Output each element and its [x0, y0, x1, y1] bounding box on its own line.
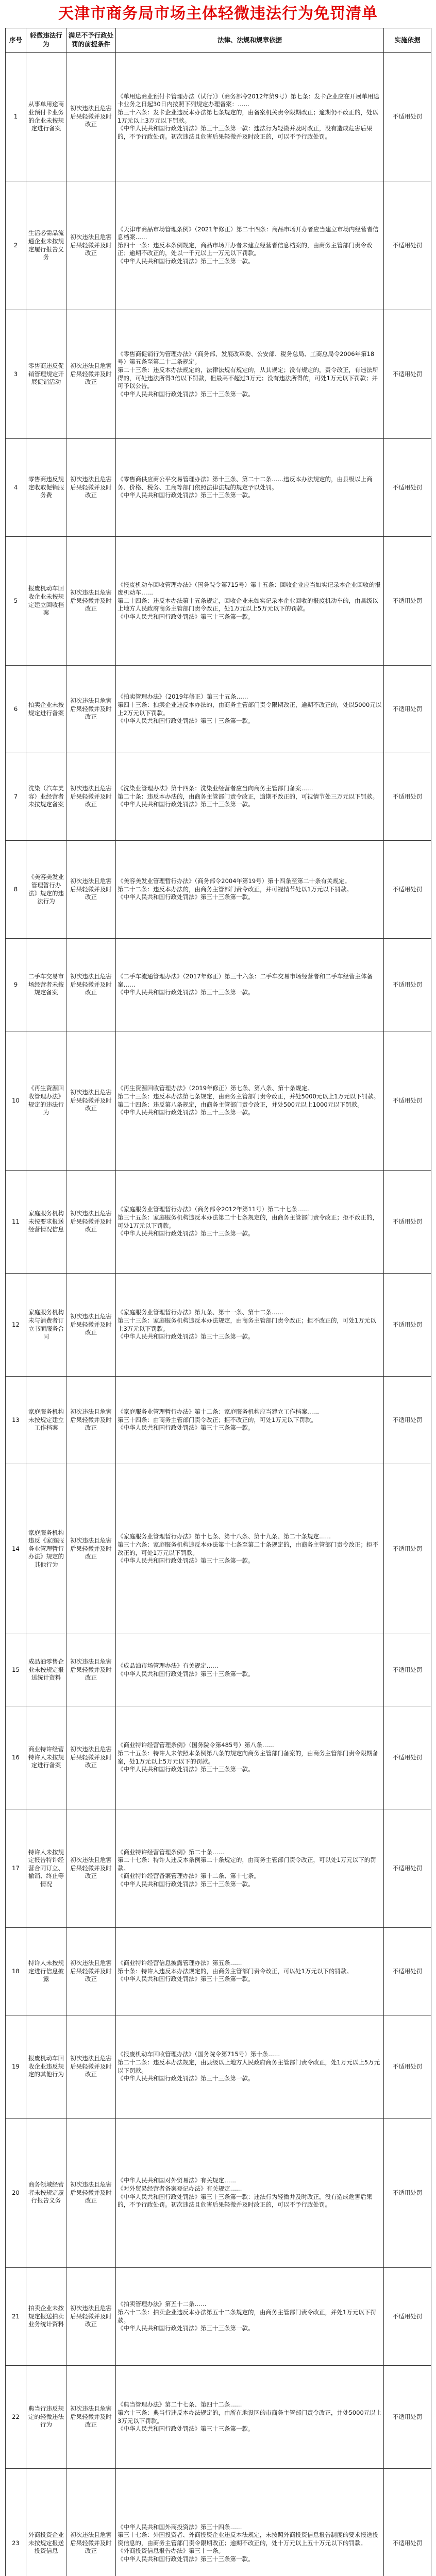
table-row — [6, 1377, 431, 1464]
row-implementation: 不适用处罚 — [384, 1809, 431, 1928]
row-violation: 生活必需品流通企业未按规定履行报告义务 — [26, 181, 66, 310]
table-row — [6, 310, 431, 439]
row-condition: 初次违法且危害后果轻微并及时改正 — [66, 1634, 116, 1706]
row-no: 19 — [6, 2015, 26, 2119]
row-legal-basis: 《成品油市场管理办法》有关规定…… 《中华人民共和国行政处罚法》第三十三条第一款。 — [116, 1634, 384, 1706]
row-implementation: 不适用处罚 — [384, 841, 431, 939]
row-no: 9 — [6, 939, 26, 1031]
table-row — [6, 181, 431, 310]
row-implementation: 不适用处罚 — [384, 1634, 431, 1706]
table-header-row — [6, 28, 431, 53]
header-no: 序号 — [6, 28, 26, 53]
table-row — [6, 1171, 431, 1274]
table-row — [6, 1634, 431, 1706]
row-violation: 家庭服务机构未按规定建立工作档案 — [26, 1377, 66, 1464]
row-legal-basis: 《美容美发业管理暂行办法》（商务部令2004年第19号）第十四条至第二十条有关规定。 第二十二条：违反本办法的，由商务主管部门责令改正，并可视情节处以1万元以下罚款。 《中华人民共和国行政处罚法》第三十三条第一款。 — [116, 841, 384, 939]
row-implementation: 不适用处罚 — [384, 666, 431, 753]
row-violation: 《美容美发业管理暂行办法》规定的违法行为 — [26, 841, 66, 939]
row-violation: 《再生资源回收管理办法》规定的违法行为 — [26, 1031, 66, 1171]
row-legal-basis: 《再生资源回收管理办法》（2019年修正）第七条、第八条、第十条规定。 第二十三条：违反本办法第七条规定，由商务主管部门责令改正，并处5000元以上1万元以下罚款。第二十四条：违反第八条规定，由商务主管部门责令改正，并处500元以上1000元以下罚款。 《中华人民共和国行政处罚法》第三十三条第一款。 — [116, 1031, 384, 1171]
row-condition: 初次违法且危害后果轻微并及时改正 — [66, 439, 116, 537]
penalty-exemption-table — [5, 28, 431, 2576]
row-implementation: 不适用处罚 — [384, 1464, 431, 1634]
table-row — [6, 2366, 431, 2469]
table-row — [6, 1464, 431, 1634]
row-implementation: 不适用处罚 — [384, 181, 431, 310]
row-no: 11 — [6, 1171, 26, 1274]
row-condition: 初次违法且危害后果轻微并及时改正 — [66, 2119, 116, 2268]
row-condition: 初次违法且危害后果轻微并及时改正 — [66, 537, 116, 666]
table-row — [6, 1809, 431, 1928]
row-implementation: 不适用处罚 — [384, 2119, 431, 2268]
row-condition: 初次违法且危害后果轻微并及时改正 — [66, 841, 116, 939]
row-condition: 初次违法且危害后果轻微并及时改正 — [66, 310, 116, 439]
header-cond: 满足不予行政处罚的前提条件 — [66, 28, 116, 53]
row-no: 7 — [6, 753, 26, 841]
row-violation: 零售商违反促销管理规定开展促销活动 — [26, 310, 66, 439]
row-implementation: 不适用处罚 — [384, 2015, 431, 2119]
row-legal-basis: 《商业特许经营管理条例》第二十条…… 第二十七条：特许人违反本条例第二十条规定的，由商务主管部门责令改正，可以处1万元以下的罚款。 《商业特许经营备案管理办法》第十二条、第十七条。 《中华人民共和国行政处罚法》第三十三条第一款。 — [116, 1809, 384, 1928]
table-row — [6, 1274, 431, 1377]
row-implementation: 不适用处罚 — [384, 1706, 431, 1809]
row-no: 20 — [6, 2119, 26, 2268]
row-no: 18 — [6, 1928, 26, 2015]
row-legal-basis: 《家庭服务业管理暂行办法》（商务部令2012年第11号）第二十七条…… 第三十五条：家庭服务机构违反本办法第二十七条规定的，由商务主管部门责令改正；拒不改正的，可处1万元以下罚款。 《中华人民共和国行政处罚法》第三十三条第一款。 — [116, 1171, 384, 1274]
row-condition: 初次违法且危害后果轻微并及时改正 — [66, 1031, 116, 1171]
row-implementation: 不适用处罚 — [384, 2366, 431, 2469]
row-violation: 家庭服务机构未与消费者订立书面服务合同 — [26, 1274, 66, 1377]
row-legal-basis: 《零售商供应商公平交易管理办法》第十三条、第二十二条……违反本办法规定的，由县级以上商务、价格、税务、工商等部门依照法律法规的规定予以处罚。 《中华人民共和国行政处罚法》第三十三条第一款。 — [116, 439, 384, 537]
row-implementation: 不适用处罚 — [384, 310, 431, 439]
row-condition: 初次违法且危害后果轻微并及时改正 — [66, 1928, 116, 2015]
row-condition: 初次违法且危害后果轻微并及时改正 — [66, 666, 116, 753]
row-implementation: 不适用处罚 — [384, 537, 431, 666]
table-row — [6, 939, 431, 1031]
row-legal-basis: 《家庭服务业管理暂行办法》第十七条、第十八条、第十九条、第二十条规定…… 第三十六条：家庭服务机构违反本办法第十七条至第二十条规定的，由商务主管部门责令改正；拒不改正的，可处1万元以下罚款。 《中华人民共和国行政处罚法》第三十三条第一款。 — [116, 1464, 384, 1634]
row-violation: 报废机动车回收企业违反规定的其他行为 — [26, 2015, 66, 2119]
row-legal-basis: 《零售商促销行为管理办法》（商务部、发展改革委、公安部、税务总局、工商总局令2006年第18号）第五条至第二十二条规定。 第二十三条：违反本办法规定的，法律法规有规定的，从其规定；没有规定的，责令改正，有违法所得的，可处违法所得3倍以下罚款，但最高不超过3万元；没有违法所得的，可处1万元以下罚款；并可予以公告。 《中华人民共和国行政处罚法》第三十三条第一款。 — [116, 310, 384, 439]
row-legal-basis: 《单用途商业预付卡管理办法（试行）》（商务部令2012年第9号）第七条：发卡企业应在开展单用途卡业务之日起30日内按照下列规定办理备案：…… 第三十六条：发卡企业违反本办法第七条规定的，由备案机关责令限期改正；逾期仍不改正的，处以1万元以上3万元以下罚款。 《中华人民共和国行政处罚法》第三十三条第一款：违法行为轻微并及时改正，没有造成危害后果的，不予行政处罚。初次违法且危害后果轻微并及时改正的，可以不予行政处罚。 — [116, 53, 384, 181]
row-condition: 初次违法且危害后果轻微并及时改正 — [66, 1377, 116, 1464]
row-implementation: 不适用处罚 — [384, 2268, 431, 2366]
row-legal-basis: 《商业特许经营管理条例》（国务院令第485号）第八条…… 第二十五条：特许人未依照本条例第八条的规定向商务主管部门备案的，由商务主管部门责令限期备案，处1万元以上5万元以下的罚款。 《中华人民共和国行政处罚法》第三十三条第一款。 — [116, 1706, 384, 1809]
row-no: 13 — [6, 1377, 26, 1464]
row-condition: 初次违法且危害后果轻微并及时改正 — [66, 181, 116, 310]
row-violation: 家庭服务机构未按要求报送经营情况信息 — [26, 1171, 66, 1274]
row-condition: 初次违法且危害后果轻微并及时改正 — [66, 2366, 116, 2469]
row-violation: 特许人未按规定报告特许经营合同订立、撤销、终止等情况 — [26, 1809, 66, 1928]
table-row — [6, 2015, 431, 2119]
row-violation: 特许人未按规定进行信息披露 — [26, 1928, 66, 2015]
row-legal-basis: 《中华人民共和国对外贸易法》有关规定…… 《对外贸易经营者备案登记办法》有关规定…… 《中华人民共和国行政处罚法》第三十三条第一款：违法行为轻微并及时改正，没有造成危害后果的，不予行政处罚。初次违法且危害后果轻微并及时改正的，可以不予行政处罚。 — [116, 2119, 384, 2268]
row-condition: 初次违法且危害后果轻微并及时改正 — [66, 1274, 116, 1377]
row-no: 14 — [6, 1464, 26, 1634]
row-implementation: 不适用处罚 — [384, 53, 431, 181]
row-violation: 报废机动车回收企业未按规定建立回收档案 — [26, 537, 66, 666]
row-no: 1 — [6, 53, 26, 181]
table-row — [6, 2119, 431, 2268]
row-implementation: 不适用处罚 — [384, 439, 431, 537]
row-violation: 洗染（汽车美容）业经营者未按规定备案 — [26, 753, 66, 841]
row-violation: 零售商违反规定收取促销服务费 — [26, 439, 66, 537]
row-implementation: 不适用处罚 — [384, 2469, 431, 2576]
table-row — [6, 1031, 431, 1171]
row-no: 16 — [6, 1706, 26, 1809]
row-no: 2 — [6, 181, 26, 310]
row-legal-basis: 《商业特许经营信息披露管理办法》第五条…… 第十条：特许人违反本办法规定的，由商务主管部门责令改正，可以处1万元以下的罚款。 《中华人民共和国行政处罚法》第三十三条第一款。 — [116, 1928, 384, 2015]
row-no: 6 — [6, 666, 26, 753]
row-no: 17 — [6, 1809, 26, 1928]
row-condition: 初次违法且危害后果轻微并及时改正 — [66, 753, 116, 841]
page-title: 天津市商务局市场主体轻微违法行为免罚清单 — [58, 5, 378, 23]
row-implementation: 不适用处罚 — [384, 753, 431, 841]
header-impl: 实施依据 — [384, 28, 431, 53]
row-legal-basis: 《洗染业管理办法》第十四条：洗染业经营者应当向商务主管部门备案…… 第二十条：违反本办法的，由商务主管部门责令改正，逾期不改正的，可视情节处三万元以下罚款。 《中华人民共和国行政处罚法》第三十三条第一款。 — [116, 753, 384, 841]
header-basis: 法律、法规和规章依据 — [116, 28, 384, 53]
table-row — [6, 1928, 431, 2015]
row-no: 23 — [6, 2469, 26, 2576]
row-legal-basis: 《拍卖管理办法》（2019年修正）第三十五条…… 第四十三条：拍卖企业违反本办法的，由商务主管部门责令限期改正，逾期不改正的，处以5000元以上2万元以下罚款。 《中华人民共和国行政处罚法》第三十三条第一款。 — [116, 666, 384, 753]
row-implementation: 不适用处罚 — [384, 1274, 431, 1377]
row-condition: 初次违法且危害后果轻微并及时改正 — [66, 939, 116, 1031]
row-violation: 外商投资企业未按规定报送投资信息 — [26, 2469, 66, 2576]
row-no: 8 — [6, 841, 26, 939]
table-row — [6, 841, 431, 939]
row-condition: 初次违法且危害后果轻微并及时改正 — [66, 2268, 116, 2366]
row-no: 12 — [6, 1274, 26, 1377]
row-violation: 从事单用途商业预付卡业务的企业未按规定进行备案 — [26, 53, 66, 181]
row-implementation: 不适用处罚 — [384, 1171, 431, 1274]
row-violation: 商务领域经营者未按规定履行报告义务 — [26, 2119, 66, 2268]
table-row — [6, 2469, 431, 2576]
row-violation: 商业特许经营特许人未按规定进行备案 — [26, 1706, 66, 1809]
row-violation: 典当行违反规定的轻微违法行为 — [26, 2366, 66, 2469]
table-row — [6, 537, 431, 666]
row-condition: 初次违法且危害后果轻微并及时改正 — [66, 1464, 116, 1634]
table-row — [6, 666, 431, 753]
row-implementation: 不适用处罚 — [384, 1031, 431, 1171]
row-legal-basis: 《二手车流通管理办法》（2017年修正）第三十六条：二手车交易市场经营者和二手车经营主体备案…… 《中华人民共和国行政处罚法》第三十三条第一款。 — [116, 939, 384, 1031]
row-implementation: 不适用处罚 — [384, 1928, 431, 2015]
row-condition: 初次违法且危害后果轻微并及时改正 — [66, 1706, 116, 1809]
row-no: 10 — [6, 1031, 26, 1171]
row-violation: 拍卖企业未按规定报送拍卖业务统计资料 — [26, 2268, 66, 2366]
table-row — [6, 1706, 431, 1809]
row-condition: 初次违法且危害后果轻微并及时改正 — [66, 2469, 116, 2576]
row-condition: 初次违法且危害后果轻微并及时改正 — [66, 1809, 116, 1928]
row-legal-basis: 《家庭服务业管理暂行办法》第十二条：家庭服务机构应当建立工作档案…… 第三十四条：由商务主管部门责令改正；拒不改正的，可处1万元以下罚款。 《中华人民共和国行政处罚法》第三十三条第一款。 — [116, 1377, 384, 1464]
row-no: 15 — [6, 1634, 26, 1706]
row-no: 3 — [6, 310, 26, 439]
row-legal-basis: 《天津市商品市场管理条例》（2021年修正）第二十四条：商品市场开办者应当建立市场内经营者信息档案…… 第四十一条：违反本条例规定，商品市场开办者未建立经营者信息档案的，由商务主管部门责令改正；逾期不改正的，处以一千元以上一万元以下罚款。 《中华人民共和国行政处罚法》第三十三条第一款。 — [116, 181, 384, 310]
row-condition: 初次违法且危害后果轻微并及时改正 — [66, 1171, 116, 1274]
row-legal-basis: 《拍卖管理办法》第五十二条…… 第六十二条：拍卖企业违反本办法第五十二条规定的，由商务主管部门责令改正，并处1万元以下罚款。 《中华人民共和国行政处罚法》第三十三条第一款。 — [116, 2268, 384, 2366]
row-violation: 拍卖企业未按规定进行备案 — [26, 666, 66, 753]
row-condition: 初次违法且危害后果轻微并及时改正 — [66, 53, 116, 181]
row-legal-basis: 《家庭服务业管理暂行办法》第九条、第十一条、第十二条…… 第三十三条：家庭服务机构违反本办法规定，由商务主管部门责令改正；拒不改正的，可处1万元以上3万元以下罚款。 《中华人民共和国行政处罚法》第三十三条第一款。 — [116, 1274, 384, 1377]
table-row — [6, 439, 431, 537]
table-row — [6, 2268, 431, 2366]
table-row — [6, 53, 431, 181]
row-violation: 成品油零售企业未按规定报送统计资料 — [26, 1634, 66, 1706]
row-no: 4 — [6, 439, 26, 537]
row-no: 5 — [6, 537, 26, 666]
row-violation: 二手车交易市场经营者未按规定备案 — [26, 939, 66, 1031]
row-implementation: 不适用处罚 — [384, 939, 431, 1031]
row-legal-basis: 《中华人民共和国外商投资法》第三十四条…… 第三十七条：外国投资者、外商投资企业违反本法规定，未按照外商投资信息报告制度的要求报送投资信息的，由商务主管部门责令限期改正；逾期不改正的，处十万元以上五十万元以下的罚款。 《外商投资信息报告办法》第三十一条。 《中华人民共和国行政处罚法》第三十三条第一款。 — [116, 2469, 384, 2576]
row-legal-basis: 《典当管理办法》第二十七条、第四十二条…… 第六十三条：典当行违反本办法规定的，由所在地设区的市商务主管部门责令改正，并处5000元以上3万元以下罚款。 《中华人民共和国行政处罚法》第三十三条第一款。 — [116, 2366, 384, 2469]
row-legal-basis: 《报废机动车回收管理办法》（国务院令第715号）第十五条：回收企业应当如实记录本企业回收的报废机动车…… 第二十四条：违反本办法第十五条规定，回收企业未如实记录本企业回收的报废机动车的，由县级以上地方人民政府商务主管部门责令改正，处1万元以上5万元以下的罚款。 《中华人民共和国行政处罚法》第三十三条第一款。 — [116, 537, 384, 666]
row-no: 21 — [6, 2268, 26, 2366]
row-condition: 初次违法且危害后果轻微并及时改正 — [66, 2015, 116, 2119]
header-act: 轻微违法行为 — [26, 28, 66, 53]
table-row — [6, 753, 431, 841]
row-violation: 家庭服务机构违反《家庭服务业管理暂行办法》规定的其他行为 — [26, 1464, 66, 1634]
row-legal-basis: 《报废机动车回收管理办法》（国务院令第715号）第十条…… 第二十二条：违反本办法规定，由县级以上地方人民政府商务主管部门责令改正，处1万元以上5万元以下罚款。 《中华人民共和国行政处罚法》第三十三条第一款。 — [116, 2015, 384, 2119]
row-implementation: 不适用处罚 — [384, 1377, 431, 1464]
row-no: 22 — [6, 2366, 26, 2469]
